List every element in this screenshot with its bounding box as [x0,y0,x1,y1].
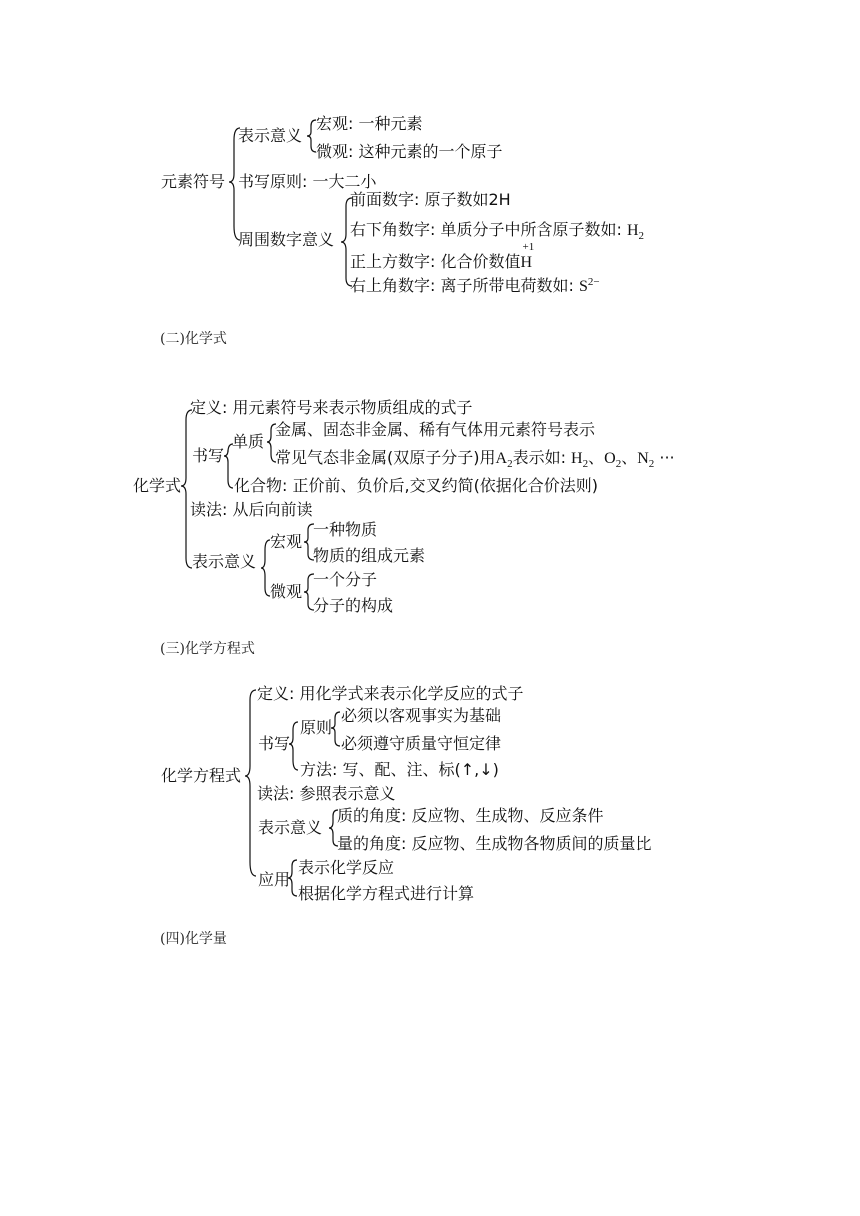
application-b: 根据化学方程式进行计算 [298,884,475,903]
principle-label: 原则 [300,718,333,737]
equation-writing-label: 书写 [258,734,291,753]
ion-symbol: S [578,278,588,295]
equation-meaning-label: 表示意义 [258,818,323,837]
valence-element: H [520,254,533,271]
hydrogen-symbol: H [571,450,583,467]
separator: 、 [621,448,638,467]
oxygen-subscript: 2 [615,458,622,470]
front-digit: 前面数字: 原子数如2H [350,190,511,209]
application-label: 应用 [258,870,291,889]
principle-a: 必须以客观事实为基础 [341,706,502,725]
oxygen-symbol: O [604,450,616,467]
formula-macro-label: 宏观 [270,532,303,551]
principle-b: 必须遵守质量守恒定律 [341,734,502,753]
upper-right-text: 右上角数字: 离子所带电荷数如: [350,276,579,295]
ellipsis: ··· [654,448,675,467]
formula-micro-label: 微观 [270,582,303,601]
generic-formula-subscript: 2 [507,458,513,470]
equation-reading: 读法: 参照表示意义 [257,784,396,803]
quantity-aspect: 量的角度: 反应物、生成物各物质间的质量比 [337,834,652,853]
quality-aspect: 质的角度: 反应物、生成物、反应条件 [337,806,604,825]
chemical-formula-root: 化学式 [133,476,182,495]
lower-right-subscript: 2 [638,230,645,242]
top-digit-text: 正上方数字: 化合价数值 [350,252,521,271]
formula-macro-a: 一种物质 [313,520,378,539]
writing-method: 方法: 写、配、注、标(↑,↓) [300,760,499,779]
formula-micro-a: 一个分子 [313,570,378,589]
writing-principle: 书写原则: 一大二小 [238,172,377,191]
metals-rule: 金属、固态非金属、稀有气体用元素符号表示 [275,420,596,439]
formula-writing-label: 书写 [192,446,225,465]
gases-example-label: 表示如: [512,448,572,467]
lower-right-text: 右下角数字: 单质分子中所含原子数如: [350,220,627,239]
meaning-label: 表示意义 [238,126,303,145]
formula-meaning-label: 表示意义 [192,552,257,571]
formula-macro-b: 物质的组成元素 [313,546,426,565]
nitrogen-symbol: N [637,450,649,467]
formula-definition: 定义: 用元素符号来表示物质组成的式子 [190,398,473,417]
nitrogen-subscript: 2 [648,458,655,470]
lower-right-symbol: H [626,222,639,239]
macro-meaning: 宏观: 一种元素 [316,114,423,133]
element-substance-label: 单质 [232,432,265,451]
compound-rule: 化合物: 正价前、负价后,交叉约简(依据化合价法则) [234,476,599,495]
application-a: 表示化学反应 [298,858,395,877]
valence-value: +1 [522,241,535,253]
equation-definition: 定义: 用化学式来表示化学反应的式子 [257,684,524,703]
section-heading-formula: (二)化学式 [160,331,227,347]
separator: 、 [588,448,605,467]
micro-meaning: 微观: 这种元素的一个原子 [316,142,503,161]
generic-formula-symbol: A [495,450,508,467]
ion-charge: 2− [587,276,600,288]
formula-reading: 读法: 从后向前读 [190,500,313,519]
section-heading-quantity: (四)化学量 [160,931,227,947]
surrounding-digits-label: 周围数字意义 [238,230,335,249]
element-symbol-root: 元素符号 [161,172,226,191]
gases-rule-text: 常见气态非金属(双原子分子)用 [275,448,496,467]
hydrogen-subscript: 2 [582,458,589,470]
formula-micro-b: 分子的构成 [313,596,394,615]
section-heading-equation: (三)化学方程式 [160,641,255,657]
chemical-equation-root: 化学方程式 [161,766,242,785]
